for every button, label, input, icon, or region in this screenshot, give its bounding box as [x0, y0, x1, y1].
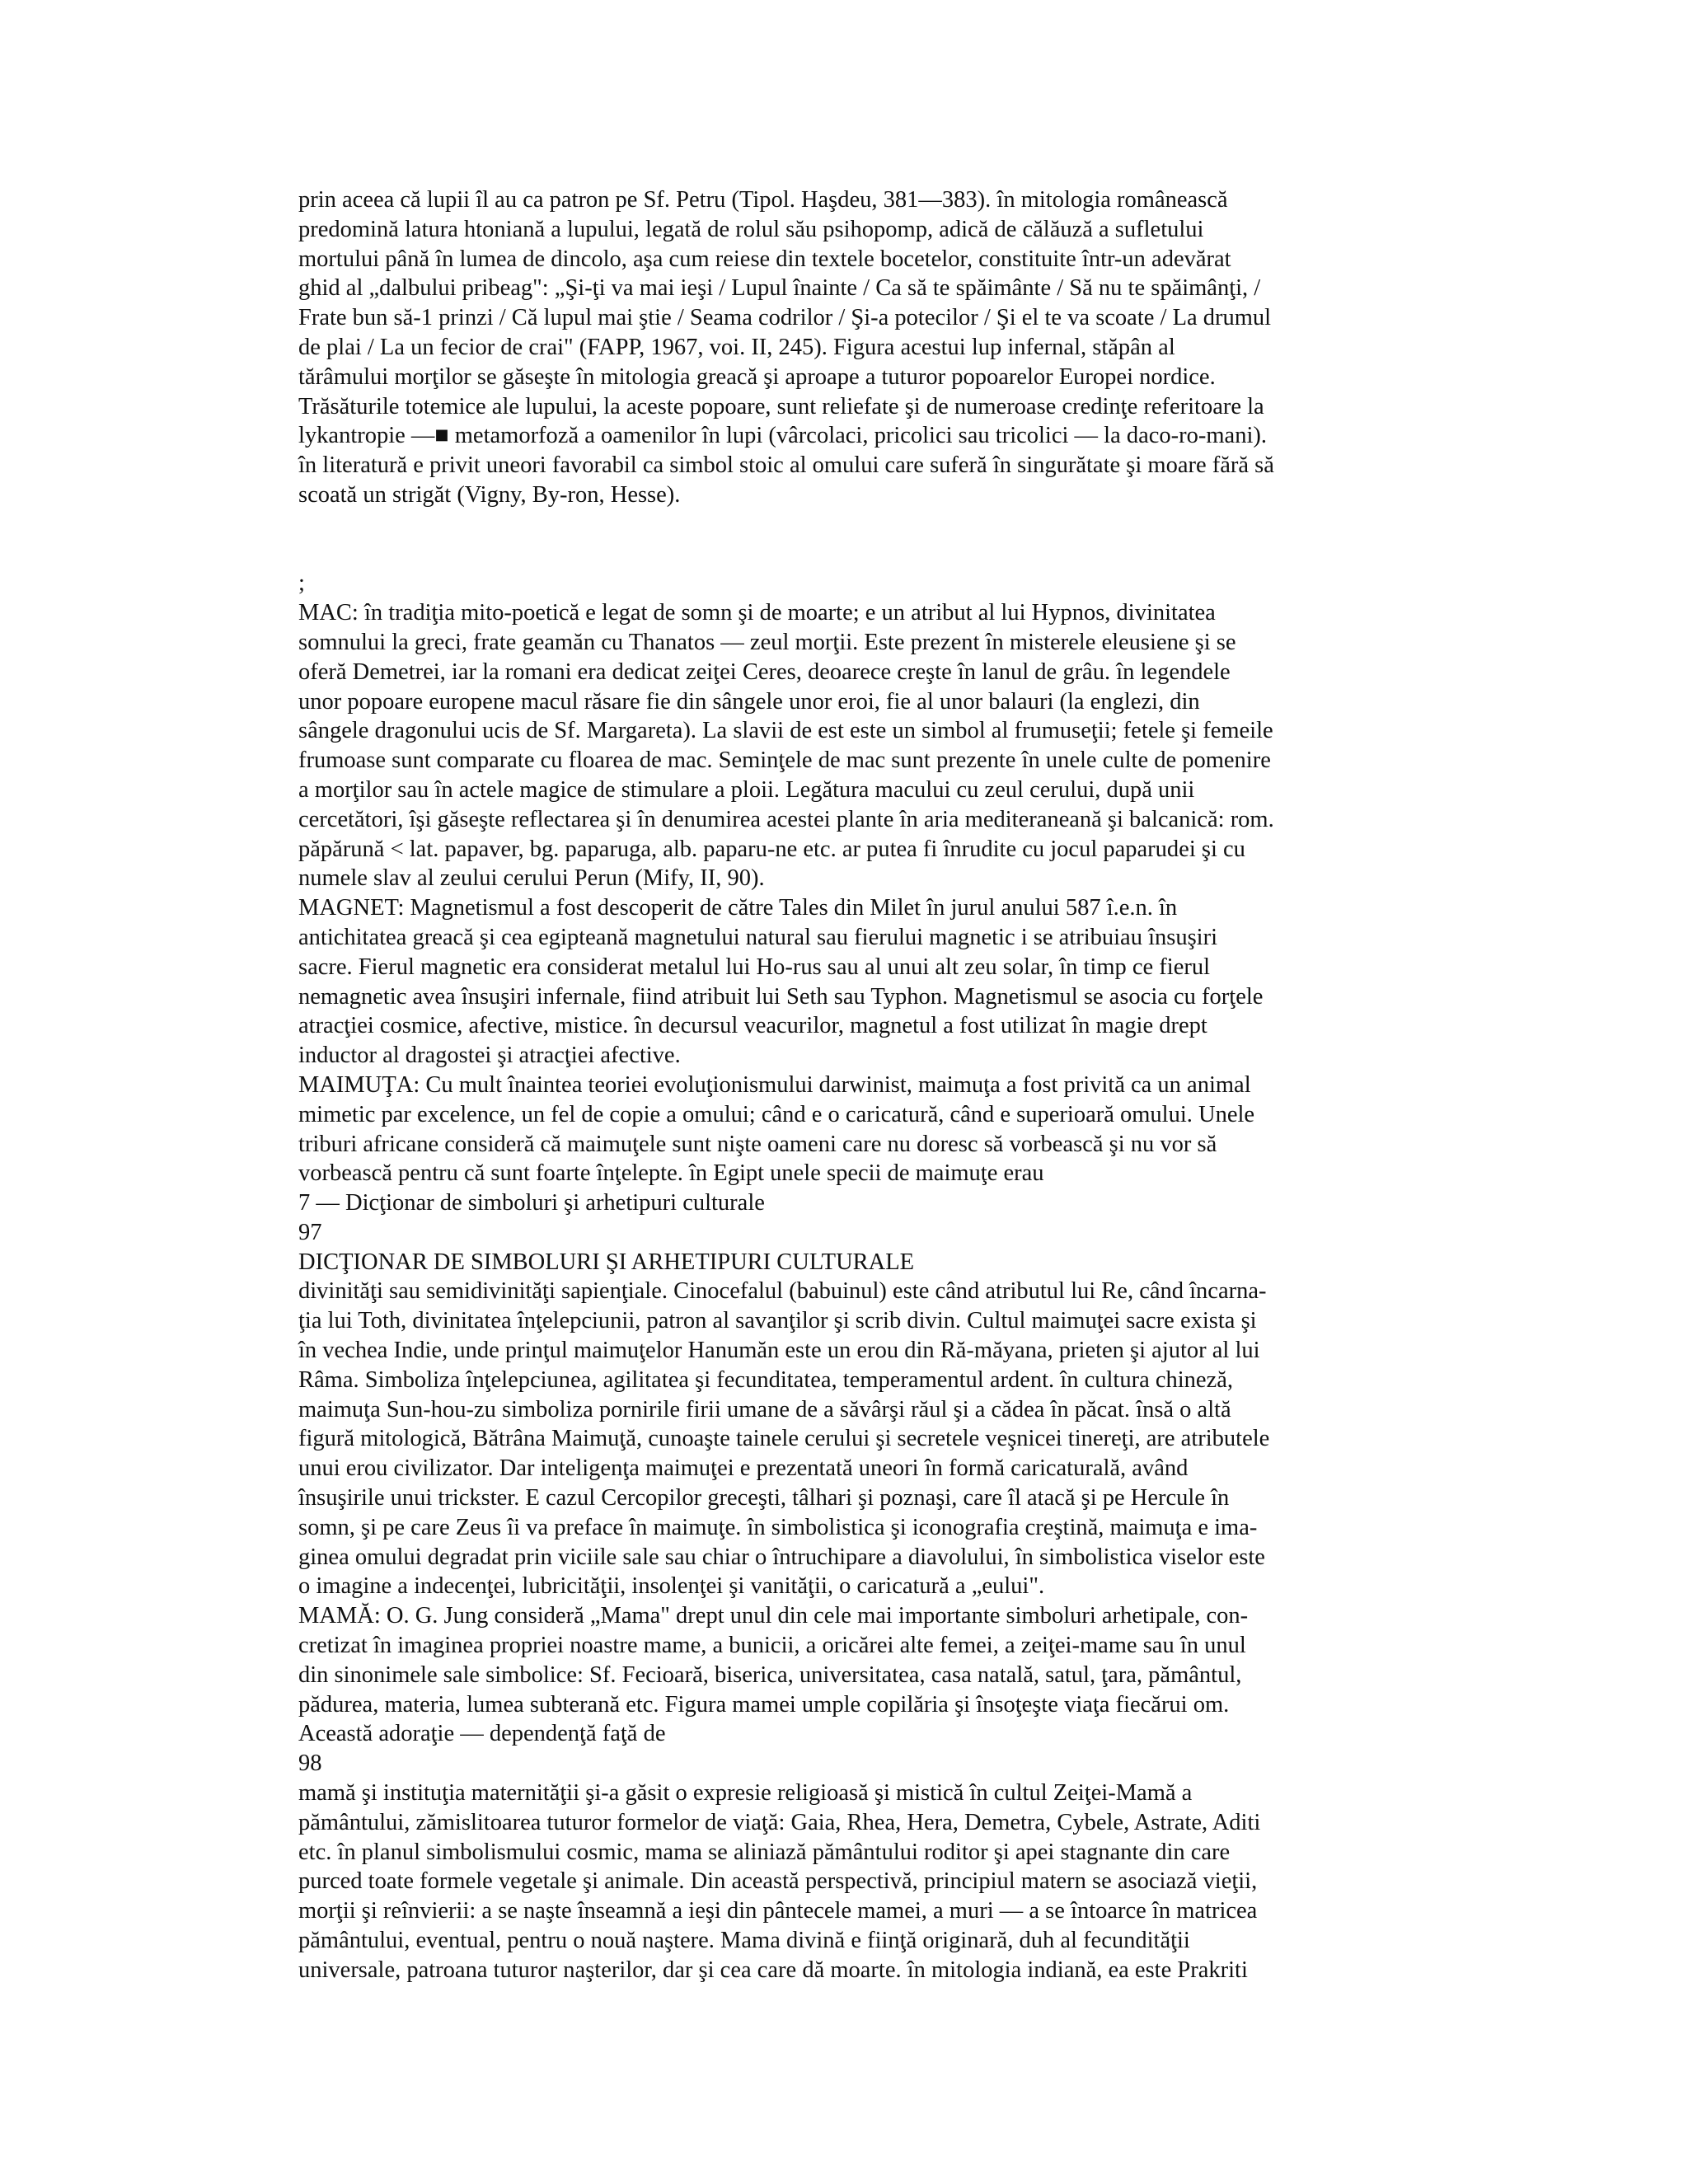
footer-book-title	[298, 1188, 1411, 1218]
page-number-98	[298, 1749, 1411, 1779]
text-line: unor popoare europene macul răsare fie din sângele unor eroi, fie al unor balauri (la englezi, din	[298, 688, 1200, 715]
entry-mama	[298, 1601, 1411, 1749]
text-line: maimuţa Sun-hou-zu simboliza pornirile firii umane de a săvârşi răul şi a cădea în păcat. însă o altă	[298, 1396, 1231, 1422]
text-line: etc. în planul simbolismului cosmic, mama se aliniază pământului roditor şi apei stagnante din care	[298, 1839, 1231, 1865]
text-line: morţii şi reînvierii: a se naşte înseamnă a ieşi din pântecele mamei, a muri — a se întoarce în matricea	[298, 1898, 1258, 1924]
separator-semicolon	[298, 569, 1411, 598]
entry-maimuta	[298, 1071, 1411, 1188]
text-line: mortului până în lumea de dincolo, aşa cum reiese din textele bocetelor, constituite într-un adevărat	[298, 246, 1231, 272]
text-line: pământului, zămislitoarea tuturor formelor de viaţă: Gaia, Rhea, Hera, Demetra, Cybele, Astrate, Aditi	[298, 1809, 1261, 1835]
text-line: MAIMUŢA: Cu mult înaintea teoriei evoluţionismului darwinist, maimuţa a fost privită ca un animal	[298, 1071, 1251, 1098]
text-line: purced toate formele vegetale şi animale. Din această perspectivă, principiul matern se asociază vieţii,	[298, 1868, 1258, 1895]
text-line: MAC: în tradiţia mito-poetică e legat de somn şi de moarte; e un atribut al lui Hypnos, divinitatea	[298, 600, 1216, 626]
text-line: predomină latura htoniană a lupului, legată de rolul său psihopomp, adică de călăuză a sufletului	[298, 216, 1204, 242]
text-line: universale, patroana tuturor naşterilor, dar şi cea care dă moarte. în mitologia indiană, ea este Prakriti	[298, 1957, 1248, 1983]
entry-maimuta-continued	[298, 1277, 1411, 1601]
text-line: o imagine a indecenţei, lubricităţii, insolenţei şi vanităţii, o caricatură a „eului".	[298, 1573, 1045, 1600]
text-line: numele slav al zeului cerului Perun (Mify, II, 90).	[298, 865, 765, 892]
text-line: 7 — Dicţionar de simboluri şi arhetipuri culturale	[298, 1190, 765, 1216]
text-line: 98	[298, 1750, 322, 1777]
text-line: nemagnetic avea însuşiri infernale, fiind atribuit lui Seth sau Typhon. Magnetismul se asocia cu forţele	[298, 983, 1264, 1010]
text-line: somnului la greci, frate geamăn cu Thanatos — zeul morţii. Este prezent în misterele eleusiene şi se	[298, 629, 1236, 655]
text-line: oferă Demetrei, iar la romani era dedicat zeiţei Ceres, deoarece creşte în lanul de grâu. în legendele	[298, 658, 1231, 685]
text-line: MAMĂ: O. G. Jung consideră „Mama" drept unul din cele mai importante simboluri arhetipale, con-	[298, 1603, 1249, 1629]
text-line: inductor al dragostei şi atracţiei afective.	[298, 1043, 681, 1069]
text-line: vorbească pentru că sunt foarte înţelepte. în Egipt unele specii de maimuţe erau	[298, 1160, 1044, 1187]
text-line: cercetători, îşi găseşte reflectarea şi în denumirea acestei plante în aria mediteraneană şi balcanică: rom.	[298, 806, 1274, 832]
text-line: ghid al „dalbului pribeag": „Şi-ţi va mai ieşi / Lupul înainte / Ca să te spăimânte / Să nu te spăimânţi, /	[298, 275, 1261, 302]
text-line: divinităţi sau semidivinităţi sapienţiale. Cinocefalul (babuinul) este când atributul lui Re, când încarna-	[298, 1278, 1267, 1305]
text-line: sângele dragonului ucis de Sf. Margareta). La slavii de est este un simbol al frumuseţii; fetele şi femeile	[298, 718, 1273, 744]
text-line: atracţiei cosmice, afective, mistice. în decursul veacurilor, magnetul a fost utilizat în magie drept	[298, 1013, 1207, 1039]
text-line: scoată un strigăt (Vigny, By-ron, Hesse).	[298, 481, 681, 508]
text-line: Această adoraţie — dependenţă faţă de	[298, 1721, 666, 1747]
text-line: Trăsăturile totemice ale lupului, la aceste popoare, sunt reliefate şi de numeroase credinţe referitoare la	[298, 393, 1264, 419]
text-line: Frate bun să-1 prinzi / Că lupul mai ştie / Seama codrilor / Şi-a potecilor / Şi el te va scoate / La drumul	[298, 305, 1272, 331]
text-line: pământului, eventual, pentru o nouă naştere. Mama divină e fiinţă originară, duh al fecundităţii	[298, 1928, 1190, 1954]
text-line: prin aceea că lupii îl au ca patron pe Sf. Petru (Tipol. Haşdeu, 381—383). în mitologia românească	[298, 187, 1228, 213]
paragraph-lup-continuation	[298, 185, 1411, 510]
blank-line	[298, 540, 1411, 569]
document-page	[298, 185, 1411, 1985]
text-line: somn, şi pe care Zeus îi va preface în maimuţe. în simbolistica şi iconografia creştină, maimuţa e ima-	[298, 1514, 1258, 1540]
text-line: păpărună < lat. papaver, bg. paparuga, alb. paparu-ne etc. ar putea fi înrudite cu jocul paparudei şi cu	[298, 836, 1245, 862]
text-line: din sinonimele sale simbolice: Sf. Fecioară, biserica, universitatea, casa natală, satul, ţara, pământul,	[298, 1661, 1242, 1688]
text-line: ginea omului degradat prin viciile sale sau chiar o întruchipare a diavolului, în simbolistica viselor este	[298, 1544, 1265, 1570]
text-line: triburi africane consideră că maimuţele sunt nişte oameni care nu doresc să vorbească şi nu vor să	[298, 1131, 1217, 1157]
text-line: în vechea Indie, unde prinţul maimuţelor Hanumăn este un erou din Ră-măyana, prieten şi ajutor al lui	[298, 1338, 1260, 1364]
text-line: MAGNET: Magnetismul a fost descoperit de către Tales din Milet în jurul anului 587 î.e.n. în	[298, 895, 1178, 921]
text-line: Râma. Simboliza înţelepciunea, agilitatea şi fecunditatea, temperamentul ardent. în cultura chineză,	[298, 1366, 1233, 1393]
text-line: însuşirile unui trickster. E cazul Cercopilor greceşti, tâlhari şi poznaşi, care îl atacă şi pe Hercule în	[298, 1485, 1230, 1511]
text-line: antichitatea greacă şi cea egipteană magnetului natural sau fierului magnetic i se atribuiau însuşiri	[298, 924, 1218, 950]
text-line: figură mitologică, Bătrâna Maimuţă, cunoaşte tainele cerului şi secretele veşnicei tinereţi, are atributele	[298, 1426, 1270, 1452]
text-line: frumoase sunt comparate cu floarea de mac. Seminţele de mac sunt prezente în unele culte de pomenire	[298, 748, 1271, 774]
text-line: a morţilor sau în actele magice de stimulare a ploii. Legătura macului cu zeul cerului, după unii	[298, 776, 1195, 803]
text-line: mimetic par excelence, un fel de copie a omului; când e o caricatură, când e superioară omului. Unele	[298, 1101, 1255, 1127]
text-line: de plai / La un fecior de crai" (FAPP, 1967, voi. II, 245). Figura acestui lup infernal, stăpân al	[298, 334, 1175, 360]
entry-magnet	[298, 893, 1411, 1071]
text-line: lykantropie —■ metamorfoză a oamenilor în lupi (vârcolaci, pricolici sau tricolici — la daco-ro-mani).	[298, 423, 1267, 449]
entry-mama-continued	[298, 1779, 1411, 1985]
text-line: pădurea, materia, lumea subterană etc. Figura mamei umple copilăria şi însoţeşte viaţa fiecărui om.	[298, 1691, 1230, 1718]
text-line: DICŢIONAR DE SIMBOLURI ŞI ARHETIPURI CULTURALE	[298, 1249, 915, 1275]
text-line: mamă şi instituţia maternităţii şi-a găsit o expresie religioasă şi mistică în cultul Zeiţei-Mamă a	[298, 1780, 1193, 1807]
text-line: ;	[298, 570, 305, 597]
blank-line	[298, 510, 1411, 540]
entry-mac	[298, 598, 1411, 893]
text-line: ţia lui Toth, divinitatea înţelepciunii, patron al savanţilor şi scrib divin. Cultul maimuţei sacre exista şi	[298, 1308, 1257, 1334]
text-line: sacre. Fierul magnetic era considerat metalul lui Ho-rus sau al unui alt zeu solar, în timp ce fierul	[298, 954, 1211, 980]
page-number-97	[298, 1218, 1411, 1248]
text-line: în literatură e privit uneori favorabil ca simbol stoic al omului care suferă în singurătate şi moare fără să	[298, 452, 1274, 479]
running-header	[298, 1248, 1411, 1277]
text-line: unui erou civilizator. Dar inteligenţa maimuţei e prezentată uneori în formă caricaturală, având	[298, 1455, 1189, 1482]
text-line: tărâmului morţilor se găseşte în mitologia greacă şi aproape a tuturor popoarelor Europei nordice.	[298, 363, 1216, 390]
text-line: 97	[298, 1219, 322, 1245]
text-line: cretizat în imaginea propriei noastre mame, a bunicii, a oricărei alte femei, a zeiţei-mame sau în unul	[298, 1633, 1246, 1659]
